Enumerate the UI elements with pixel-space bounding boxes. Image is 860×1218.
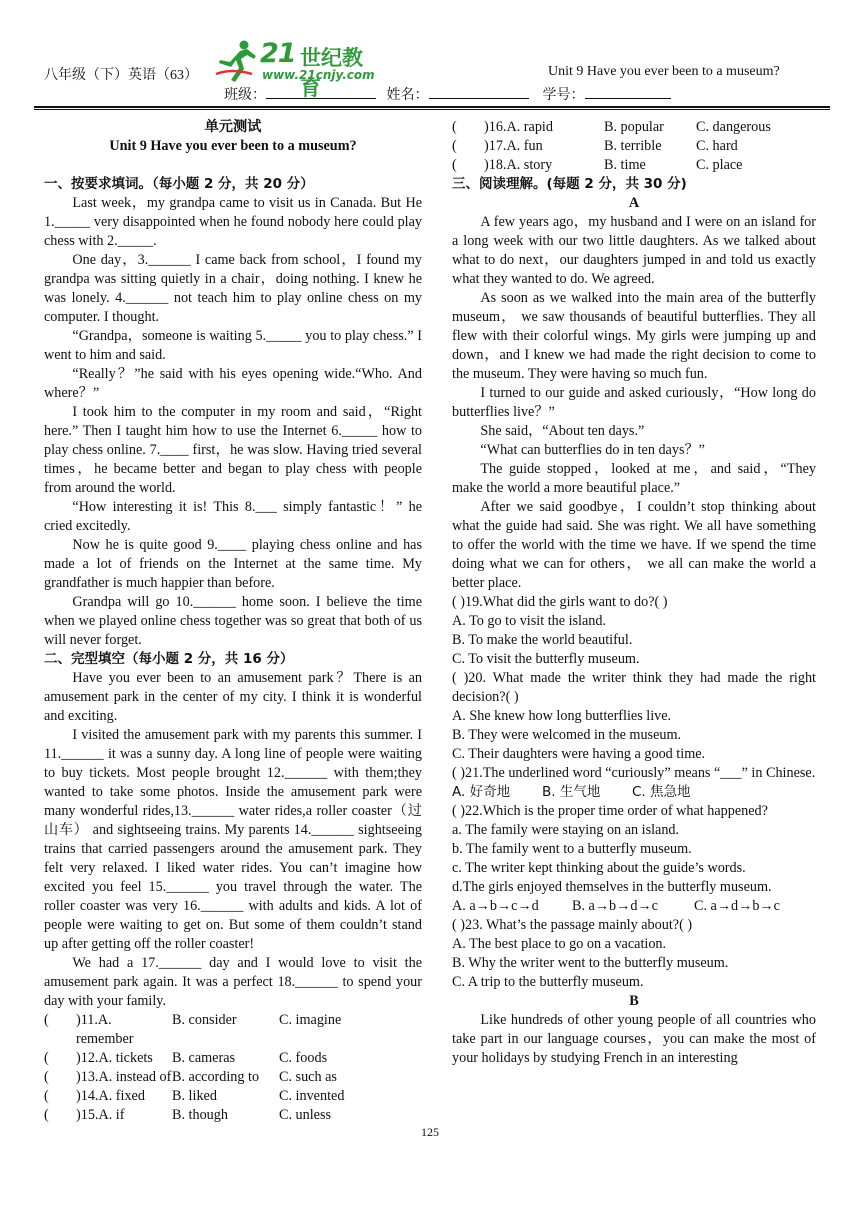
s1-paragraph: One day，3.______ I came back from school，I found my grandpa was sitting quietly in a chair，doing nothing. I knew he was lonely. 4.______ not teach him to play online chess on my computer. I thought. <box>44 252 422 325</box>
question-22: ( )22.Which is the proper time order of what happened? <box>452 803 768 819</box>
logo-url: www.21cnjy.com <box>262 68 375 82</box>
q20-option: A. She knew how long butterflies live. <box>452 708 672 724</box>
class-label: 班级： <box>224 88 266 103</box>
q19-option: C. To visit the butterfly museum. <box>452 651 640 667</box>
passage-b-paragraph: Like hundreds of other young people of all countries who take part in our language courses，you can make the most of your holidays by studying French in an interesting <box>452 1012 816 1066</box>
q22-event: a. The family were staying on an island. <box>452 822 680 838</box>
q19-option: B. To make the world beautiful. <box>452 632 633 648</box>
name-label: 姓名： <box>386 88 429 103</box>
option-row: ( )16.A. rapid B. popular C. dangerous <box>452 119 771 135</box>
option-row: ( )13.A. instead of B. according to C. such as <box>44 1069 337 1085</box>
header-rule <box>34 106 830 108</box>
s1-paragraph: Grandpa will go 10.______ home soon. I believe the time when we played online chess together was so great that both of us will never forget. <box>44 594 422 648</box>
class-blank <box>266 84 376 99</box>
s1-paragraph: “How interesting it is! This 8.___ simply fantastic！” he cried excitedly. <box>44 499 422 534</box>
logo-number: 21 <box>260 38 296 69</box>
s2-paragraph: We had a 17.______ day and I would love to visit the amusement park again. It was a perfect 18.______ to spend your day with your family. <box>44 955 422 1009</box>
passage-a-paragraph: I turned to our guide and asked curiously，“How long do butterflies live？” <box>452 385 816 420</box>
q22-option: B. a→b→d→c <box>572 898 658 914</box>
q22-option: A. a→b→c→d <box>452 898 539 914</box>
passage-a-paragraph: After we said goodbye，I couldn’t stop thinking about what the guide had said. She was right. We all have something to offer the world with the time we have. If we spend the time doing what we can for others， we all can make the world a better place. <box>452 499 816 591</box>
section3-heading: 三、阅读理解。(每题 2 分，共 30 分) <box>452 176 687 192</box>
page-header <box>0 0 860 110</box>
q22-options <box>452 897 816 916</box>
passage-a-label: A <box>628 195 640 211</box>
s1-paragraph: Last week，my grandpa came to visit us in Canada. But He 1._____ very disappointed when he found nobody here could play chess with 2._____. <box>44 195 422 249</box>
option-row: ( )18.A. story B. time C. place <box>452 157 743 173</box>
right-column <box>452 118 816 1068</box>
option-row: ( )12.A. tickets B. cameras C. foods <box>44 1050 328 1066</box>
s1-paragraph: I took him to the computer in my room and said，“Right here.” Then I taught him how to use the Internet 6._____ how to play chess online. 7.____ first，he was slow. Having tried several times，he became better and began to play chess with people from around the world. <box>44 404 422 496</box>
page-number: 125 <box>421 1125 439 1139</box>
question-23: ( )23. What’s the passage mainly about?( ) <box>452 917 693 933</box>
question-19: ( )19.What did the girls want to do?( ) <box>452 594 668 610</box>
q22-event: b. The family went to a butterfly museum. <box>452 841 692 857</box>
q20-option: C. Their daughters were having a good time. <box>452 746 706 762</box>
passage-a-paragraph: The guide stopped，looked at me，and said，“They make the world a more beautiful place.” <box>452 461 816 496</box>
s1-paragraph: “Grandpa，someone is waiting 5._____ you to play chess.” I went to him and said. <box>44 328 422 363</box>
student-id-blank <box>585 84 671 99</box>
q23-option: A. The best place to go on a vacation. <box>452 936 667 952</box>
title-cn: 单元测试 <box>204 119 262 135</box>
option-row: ( )17.A. fun B. terrible C. hard <box>452 138 738 154</box>
name-blank <box>429 84 529 99</box>
logo-chinese-text: 世纪教育 <box>300 46 363 100</box>
title-en: Unit 9 Have you ever been to a museum? <box>109 138 357 154</box>
passage-a-paragraph: She said，“About ten days.” <box>480 423 645 439</box>
student-info-fields <box>224 84 671 104</box>
q21-option: A. 好奇地 <box>452 784 511 800</box>
q22-event: c. The writer kept thinking about the guide’s words. <box>452 860 746 876</box>
passage-a-paragraph: “What can butterflies do in ten days？” <box>480 442 705 458</box>
s2-paragraph: Have you ever been to an amusement park？There is an amusement park in the center of my city. I think it is wonderful and exciting. <box>44 670 422 724</box>
header-grade-label: 八年级（下）英语（63） <box>44 68 198 83</box>
q21-option: C. 焦急地 <box>632 784 691 800</box>
left-column <box>44 118 422 1125</box>
option-row: ( )14.A. fixed B. liked C. invented <box>44 1088 345 1104</box>
q22-event: d.The girls enjoyed themselves in the butterfly museum. <box>452 879 772 895</box>
s1-paragraph: “Really？”he said with his eyes opening wide.“Who. And where？” <box>44 366 422 401</box>
passage-a-paragraph: A few years ago，my husband and I were on an island for a long week with our two little daughters. As we talked about what to do next，our daughters jumped in and told us exactly what they wanted to do. We agreed. <box>452 214 816 287</box>
q21-option: B. 生气地 <box>542 784 601 800</box>
passage-a-paragraph: As soon as we walked into the main area of the butterfly museum， we saw thousands of beautiful butterflies. They all flew with their colorful wings. My girls were jumping up and down，and I knew we had made the right decision to come to the museum. They were having so much fun. <box>452 290 816 382</box>
q19-option: A. To go to visit the island. <box>452 613 607 629</box>
q23-option: C. A trip to the butterfly museum. <box>452 974 644 990</box>
option-row: ( )15.A. if B. though C. unless <box>44 1107 332 1123</box>
s2-paragraph: I visited the amusement park with my parents this summer. I 11.______ it was a sunny day. A long line of people were waiting to buy tickets. Most people brought 12.______ with them;they wanted to take some photos. Inside the amusement park were many wonderful rides,13.______ water rides,a roller coaster（过山车） and sightseeing trains. My parents 14.______ sightseeing trains that carried passengers around the amusement park. They felt very relaxed. I liked water rides. You can’t imagine how excited you feel 15.______ you travel through the water. The roller coaster was very 16.______ with adults and kids. A lot of people were waiting to get on. But some of them couldn’t stand up after getting off the roller coaster! <box>44 727 422 952</box>
q22-option: C. a→d→b→c <box>694 898 780 914</box>
section1-heading: 一、按要求填词。（每小题 2 分，共 20 分） <box>44 176 314 192</box>
q23-option: B. Why the writer went to the butterfly museum. <box>452 955 729 971</box>
student-id-label: 学号： <box>542 88 585 103</box>
header-rule-thin <box>34 109 830 110</box>
question-21: ( )21.The underlined word “curiously” means “___” in Chinese. <box>452 765 816 781</box>
q20-option: B. They were welcomed in the museum. <box>452 727 682 743</box>
s1-paragraph: Now he is quite good 9.____ playing chess online and has made a lot of friends on the Internet at the same time. My grandfather is much happier than before. <box>44 537 422 591</box>
option-row: ( )11.A. remember B. consider C. imagine <box>44 1012 342 1047</box>
question-20: ( )20. What made the writer think they had made the right decision?( ) <box>452 670 816 705</box>
q21-options <box>452 783 816 802</box>
header-unit-title: Unit 9 Have you ever been to a museum? <box>548 64 780 79</box>
passage-b-label: B <box>629 993 639 1009</box>
runner-icon <box>214 38 260 84</box>
section2-heading: 二、完型填空（每小题 2 分，共 16 分） <box>44 651 294 667</box>
